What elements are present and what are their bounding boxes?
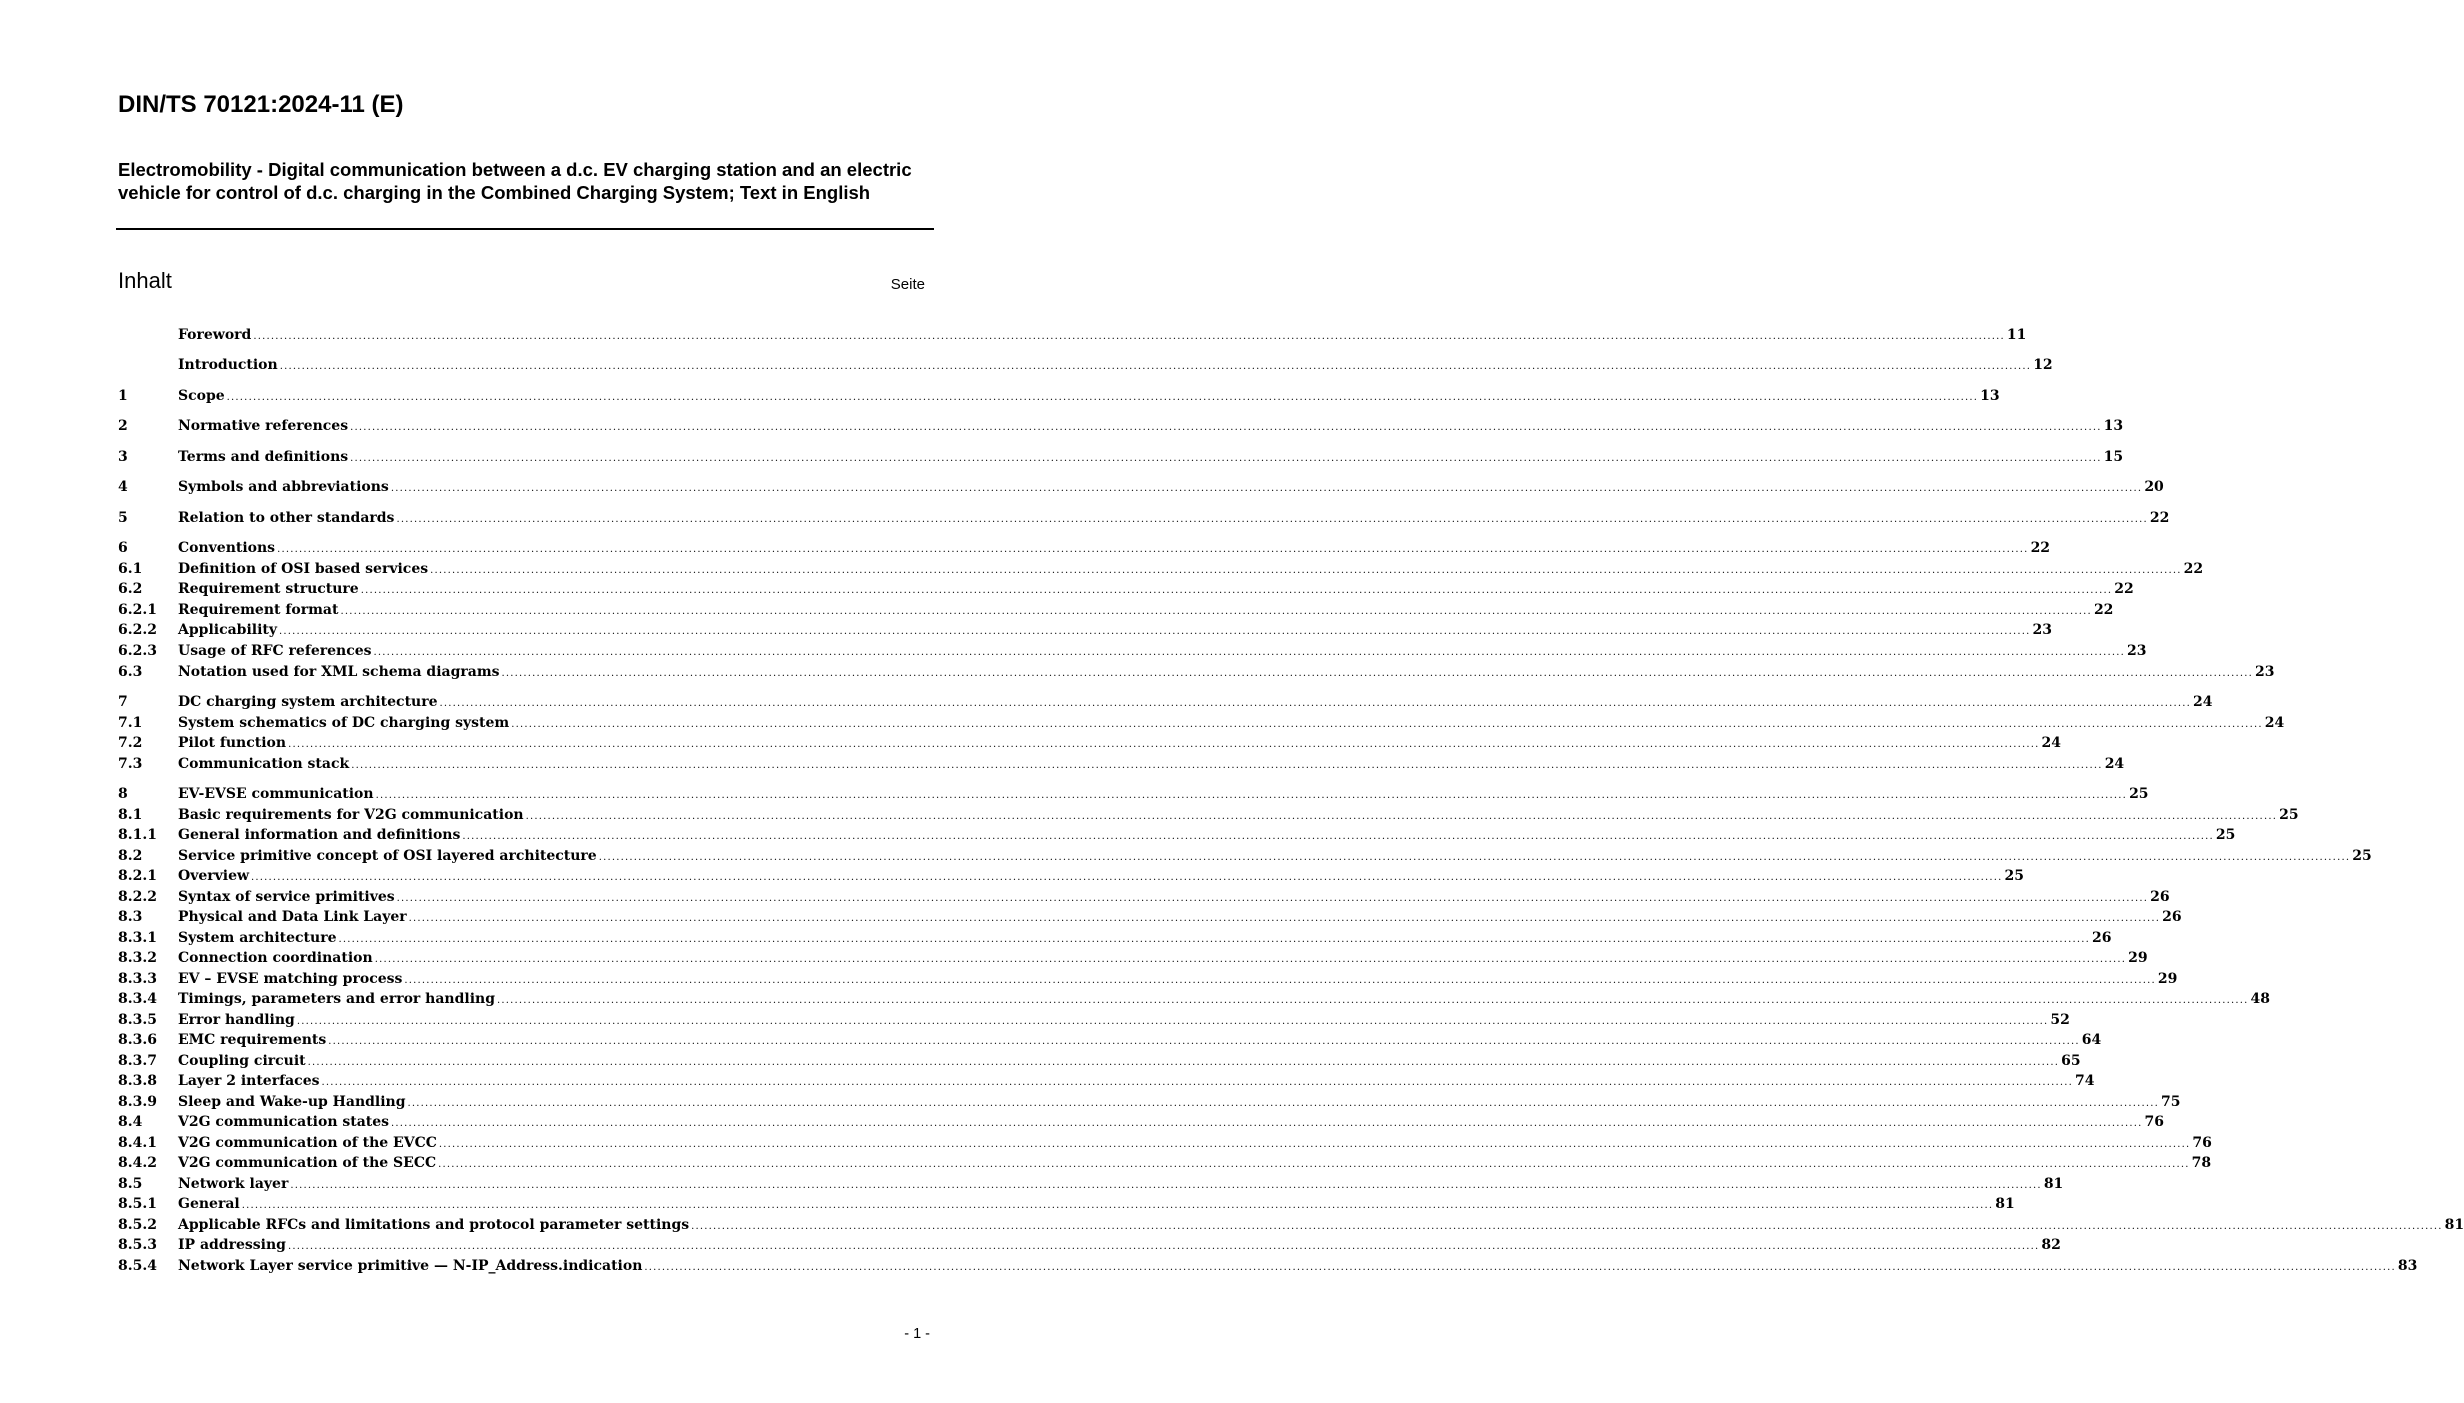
- toc-entry-number: 6.2.2: [118, 622, 157, 638]
- toc-dot-leader: ................................................................................................................................................................................................................................................................................................................................................................................................................: [279, 361, 2032, 372]
- toc-entry-title: Overview: [178, 868, 250, 884]
- toc-entry-number: 8.5.4: [118, 1258, 157, 1274]
- toc-dot-leader: ................................................................................................................................................................................................................................................................................................................................................................................................................: [391, 1118, 2143, 1129]
- toc-dot-leader: ................................................................................................................................................................................................................................................................................................................................................................................................................: [390, 483, 2143, 494]
- toc-entry-title: General: [178, 1196, 240, 1212]
- toc-entry-page: 23: [2032, 622, 2052, 638]
- toc-dot-leader: ................................................................................................................................................................................................................................................................................................................................................................................................................: [253, 331, 2005, 342]
- toc-entry-title: V2G communication states: [178, 1114, 390, 1130]
- toc-entry-number: 8.5: [118, 1176, 143, 1192]
- toc-entry-title: Terms and definitions: [178, 449, 349, 465]
- toc-entry-title: Error handling: [178, 1012, 295, 1028]
- toc-entry-number: 8.2.2: [118, 889, 157, 905]
- toc-entry-title: Layer 2 interfaces: [178, 1073, 320, 1089]
- toc-entry-number: 6.2.1: [118, 602, 157, 618]
- toc-entry-title: DC charging system architecture: [178, 694, 438, 710]
- toc-entry-page: 25: [2129, 786, 2149, 802]
- toc-dot-leader: ................................................................................................................................................................................................................................................................................................................................................................................................................: [374, 954, 2127, 965]
- toc-entry-page: 25: [2352, 848, 2372, 864]
- toc-dot-leader: ................................................................................................................................................................................................................................................................................................................................................................................................................: [287, 1241, 2040, 1252]
- toc-entry-number: 7.1: [118, 715, 143, 731]
- toc-entry-page: 22: [2149, 510, 2170, 526]
- toc-entry-number: 8.3.6: [118, 1032, 157, 1048]
- toc-dot-leader: ................................................................................................................................................................................................................................................................................................................................................................................................................: [350, 453, 2102, 464]
- toc-entry-page: 81: [2444, 1217, 2464, 1233]
- toc-entry-number: 6.2.3: [118, 643, 157, 659]
- toc-entry[interactable]: [118, 538, 2051, 558]
- document-id: DIN/TS 70121:2024-11 (E): [118, 91, 404, 118]
- toc-entry-number: 6: [118, 540, 128, 556]
- toc-entry-page: 48: [2250, 991, 2270, 1007]
- toc-entry[interactable]: [118, 1215, 2464, 1235]
- toc-entry-number: 8.3.9: [118, 1094, 157, 1110]
- toc-dot-leader: ................................................................................................................................................................................................................................................................................................................................................................................................................: [251, 872, 2003, 883]
- toc-entry-number: 8.3.8: [118, 1073, 157, 1089]
- toc-entry[interactable]: [118, 1112, 2165, 1132]
- toc-dot-leader: ................................................................................................................................................................................................................................................................................................................................................................................................................: [404, 975, 2156, 986]
- toc-entry-title: Requirement structure: [178, 581, 359, 597]
- document-title: Electromobility - Digital communication between a d.c. EV charging station and an electric vehicle for control of d.c. charging in the Combined Charging System; Text in English: [118, 159, 912, 203]
- toc-dot-leader: ................................................................................................................................................................................................................................................................................................................................................................................................................: [241, 1200, 1994, 1211]
- toc-entry[interactable]: [118, 825, 2236, 845]
- toc-dot-leader: ................................................................................................................................................................................................................................................................................................................................................................................................................: [340, 606, 2092, 617]
- toc-entry-number: 8: [118, 786, 128, 802]
- toc-entry-title: EMC requirements: [178, 1032, 327, 1048]
- toc-entry-title: Definition of OSI based services: [178, 561, 429, 577]
- toc-entry[interactable]: [118, 948, 2148, 968]
- toc-entry-title: Syntax of service primitives: [178, 889, 395, 905]
- toc-entry-page: 74: [2074, 1073, 2095, 1089]
- toc-dot-leader: ................................................................................................................................................................................................................................................................................................................................................................................................................: [351, 760, 2103, 771]
- toc-entry-number: 8.5.3: [118, 1237, 157, 1253]
- toc-entry-number: 1: [118, 388, 128, 404]
- toc-entry-page: 12: [2033, 357, 2053, 373]
- toc-entry-page: 13: [1980, 388, 2000, 404]
- toc-entry-title: Applicable RFCs and limitations and protocol parameter settings: [178, 1217, 690, 1233]
- toc-entry-page: 15: [2103, 449, 2124, 465]
- toc-entry[interactable]: [118, 620, 2052, 640]
- toc-entry[interactable]: [118, 887, 2170, 907]
- toc-dot-leader: ................................................................................................................................................................................................................................................................................................................................................................................................................: [691, 1221, 2443, 1232]
- toc-entry-title: System architecture: [178, 930, 337, 946]
- toc-entry-number: 8.1: [118, 807, 143, 823]
- toc-entry-title: Sleep and Wake-up Handling: [178, 1094, 406, 1110]
- toc-entry-title: Timings, parameters and error handling: [178, 991, 495, 1007]
- toc-entry-title: Network layer: [178, 1176, 289, 1192]
- toc-entry-title: Requirement format: [178, 602, 339, 618]
- toc-entry[interactable]: [118, 805, 2299, 825]
- toc-entry[interactable]: [118, 579, 2134, 599]
- toc-entry[interactable]: [118, 754, 2125, 774]
- toc-entry-page: 25: [2279, 807, 2299, 823]
- toc-dot-leader: ................................................................................................................................................................................................................................................................................................................................................................................................................: [644, 1262, 2396, 1273]
- toc-dot-leader: ................................................................................................................................................................................................................................................................................................................................................................................................................: [350, 422, 2102, 433]
- toc-entry[interactable]: [118, 662, 2275, 682]
- toc-entry-page: 24: [2104, 756, 2125, 772]
- toc-entry-number: 6.2: [118, 581, 143, 597]
- toc-entry[interactable]: [118, 928, 2112, 948]
- toc-heading: Inhalt: [118, 268, 172, 293]
- toc-entry-page: 26: [2091, 930, 2112, 946]
- toc-entry-title: Relation to other standards: [178, 510, 395, 526]
- toc-dot-leader: ................................................................................................................................................................................................................................................................................................................................................................................................................: [396, 893, 2149, 904]
- toc-entry[interactable]: [118, 1194, 2015, 1214]
- toc-entry[interactable]: [118, 692, 2213, 712]
- toc-entry-page: 82: [2041, 1237, 2061, 1253]
- toc-entry-number: 8.2: [118, 848, 143, 864]
- toc-entry-title: Connection coordination: [178, 950, 373, 966]
- toc-entry[interactable]: [118, 386, 2000, 406]
- toc-entry-title: V2G communication of the SECC: [178, 1155, 437, 1171]
- toc-entry-page: 76: [2144, 1114, 2165, 1130]
- toc-entry-number: 8.3.2: [118, 950, 157, 966]
- toc-entry-title: System schematics of DC charging system: [178, 715, 510, 731]
- toc-entry-number: 8.3.3: [118, 971, 157, 987]
- toc-dot-leader: ................................................................................................................................................................................................................................................................................................................................................................................................................: [430, 565, 2182, 576]
- toc-entry[interactable]: [118, 1010, 2070, 1030]
- toc-entry[interactable]: [118, 1256, 2418, 1276]
- toc-entry-title: Scope: [178, 388, 225, 404]
- toc-dot-leader: ................................................................................................................................................................................................................................................................................................................................................................................................................: [296, 1016, 2049, 1027]
- toc-entry-number: 8.4: [118, 1114, 143, 1130]
- toc-dot-leader: ................................................................................................................................................................................................................................................................................................................................................................................................................: [407, 1098, 2160, 1109]
- toc-entry[interactable]: [118, 1092, 2181, 1112]
- toc-entry[interactable]: [118, 1153, 2212, 1173]
- toc-dot-leader: ................................................................................................................................................................................................................................................................................................................................................................................................................: [501, 668, 2254, 679]
- toc-entry-title: EV-EVSE communication: [178, 786, 374, 802]
- toc-dot-leader: ................................................................................................................................................................................................................................................................................................................................................................................................................: [328, 1036, 2080, 1047]
- toc-dot-leader: ................................................................................................................................................................................................................................................................................................................................................................................................................: [279, 626, 2031, 637]
- toc-entry-number: 8.5.1: [118, 1196, 157, 1212]
- title-divider: [116, 228, 934, 230]
- toc-entry-page: 22: [2030, 540, 2051, 556]
- toc-entry-page: 64: [2081, 1032, 2102, 1048]
- toc-entry-title: Conventions: [178, 540, 276, 556]
- toc-entry-page: 29: [2128, 950, 2148, 966]
- toc-entry-page: 81: [1995, 1196, 2015, 1212]
- toc-entry[interactable]: [118, 447, 2124, 467]
- toc-entry-title: IP addressing: [178, 1237, 286, 1253]
- toc-entry-number: 8.2.1: [118, 868, 157, 884]
- toc-entry-page: 24: [2193, 694, 2213, 710]
- toc-entry[interactable]: [118, 784, 2149, 804]
- toc-entry-page: 26: [2150, 889, 2170, 905]
- toc-dot-leader: ................................................................................................................................................................................................................................................................................................................................................................................................................: [321, 1077, 2073, 1088]
- toc-entry-number: 8.3.1: [118, 930, 157, 946]
- toc-dot-leader: ................................................................................................................................................................................................................................................................................................................................................................................................................: [408, 913, 2161, 924]
- toc-entry-title: Pilot function: [178, 735, 287, 751]
- toc-entry-page: 26: [2162, 909, 2182, 925]
- toc-entry-number: 8.1.1: [118, 827, 157, 843]
- toc-entry-title: Symbols and abbreviations: [178, 479, 389, 495]
- toc-entry-title: Basic requirements for V2G communication: [178, 807, 524, 823]
- toc-dot-leader: ................................................................................................................................................................................................................................................................................................................................................................................................................: [375, 790, 2128, 801]
- toc-dot-leader: ................................................................................................................................................................................................................................................................................................................................................................................................................: [438, 1159, 2190, 1170]
- toc-dot-leader: ................................................................................................................................................................................................................................................................................................................................................................................................................: [439, 698, 2191, 709]
- toc-entry-page: 78: [2191, 1155, 2212, 1171]
- toc-entry-title: Applicability: [178, 622, 278, 638]
- toc-entry-title: Normative references: [178, 418, 349, 434]
- toc-entry-page: 11: [2006, 327, 2027, 343]
- toc-entry-title: Introduction: [178, 357, 278, 373]
- toc-entry[interactable]: [118, 1071, 2095, 1091]
- toc-entry-page: 75: [2161, 1094, 2181, 1110]
- page-column-label: Seite: [890, 276, 925, 293]
- toc-entry-page: 20: [2144, 479, 2164, 495]
- toc-dot-leader: ................................................................................................................................................................................................................................................................................................................................................................................................................: [598, 852, 2351, 863]
- toc-dot-leader: ................................................................................................................................................................................................................................................................................................................................................................................................................: [496, 995, 2249, 1006]
- toc-entry-number: 8.3.5: [118, 1012, 157, 1028]
- toc-entry-page: 76: [2192, 1135, 2212, 1151]
- toc-dot-leader: ................................................................................................................................................................................................................................................................................................................................................................................................................: [288, 739, 2040, 750]
- toc-dot-leader: ................................................................................................................................................................................................................................................................................................................................................................................................................: [338, 934, 2090, 945]
- toc-entry-page: 52: [2050, 1012, 2070, 1028]
- toc-entry-page: 22: [2093, 602, 2114, 618]
- toc-entry-page: 65: [2061, 1053, 2081, 1069]
- toc-entry-number: 7.3: [118, 756, 143, 772]
- toc-entry[interactable]: [118, 969, 2178, 989]
- toc-entry-title: Network Layer service primitive — N-IP_Address.indication: [178, 1258, 643, 1274]
- toc-entry-number: 6.3: [118, 664, 143, 680]
- toc-entry-page: 81: [2043, 1176, 2064, 1192]
- toc-entry-page: 24: [2264, 715, 2285, 731]
- page-number: - 1 -: [904, 1326, 930, 1342]
- toc-entry-title: General information and definitions: [178, 827, 461, 843]
- toc-entry-number: 8.5.2: [118, 1217, 157, 1233]
- toc-entry-page: 22: [2183, 561, 2204, 577]
- toc-entry[interactable]: [118, 1030, 2102, 1050]
- toc-entry-page: 23: [2255, 664, 2275, 680]
- toc-entry[interactable]: [118, 416, 2124, 436]
- toc-entry[interactable]: [118, 1051, 2081, 1071]
- toc-entry-number: 5: [118, 510, 128, 526]
- toc-entry-title: Usage of RFC references: [178, 643, 372, 659]
- toc-entry[interactable]: [118, 733, 2062, 753]
- toc-entry-number: 8.3.4: [118, 991, 157, 1007]
- toc-dot-leader: ................................................................................................................................................................................................................................................................................................................................................................................................................: [396, 514, 2148, 525]
- toc-entry[interactable]: [118, 1235, 2061, 1255]
- toc-entry-number: 7: [118, 694, 128, 710]
- toc-entry-title: Notation used for XML schema diagrams: [178, 664, 500, 680]
- toc-entry-number: 3: [118, 449, 128, 465]
- toc-dot-leader: ................................................................................................................................................................................................................................................................................................................................................................................................................: [373, 647, 2126, 658]
- toc-entry-title: V2G communication of the EVCC: [178, 1135, 437, 1151]
- toc-entry-title: Communication stack: [178, 756, 350, 772]
- toc-entry[interactable]: [118, 713, 2285, 733]
- toc-entry[interactable]: [118, 1174, 2064, 1194]
- toc-dot-leader: ................................................................................................................................................................................................................................................................................................................................................................................................................: [360, 585, 2113, 596]
- toc-entry-number: 6.1: [118, 561, 143, 577]
- toc-entry[interactable]: [118, 325, 2027, 345]
- toc-entry-number: 8.3: [118, 909, 143, 925]
- toc-dot-leader: ................................................................................................................................................................................................................................................................................................................................................................................................................: [277, 544, 2029, 555]
- toc-entry[interactable]: [118, 1133, 2212, 1153]
- toc-dot-leader: ................................................................................................................................................................................................................................................................................................................................................................................................................: [438, 1139, 2191, 1150]
- toc-dot-leader: ................................................................................................................................................................................................................................................................................................................................................................................................................: [511, 719, 2263, 730]
- toc-entry[interactable]: [118, 641, 2147, 661]
- toc-dot-leader: ................................................................................................................................................................................................................................................................................................................................................................................................................: [525, 811, 2278, 822]
- toc-entry-page: 25: [2004, 868, 2024, 884]
- toc-entry-page: 25: [2215, 827, 2236, 843]
- toc-entry-page: 24: [2041, 735, 2062, 751]
- toc-entry[interactable]: [118, 477, 2164, 497]
- toc-entry-number: 7.2: [118, 735, 143, 751]
- toc-entry[interactable]: [118, 846, 2372, 866]
- toc-dot-leader: ................................................................................................................................................................................................................................................................................................................................................................................................................: [462, 831, 2214, 842]
- toc-entry[interactable]: [118, 866, 2024, 886]
- toc-entry-page: 22: [2114, 581, 2134, 597]
- toc-entry-page: 83: [2397, 1258, 2418, 1274]
- toc-entry[interactable]: [118, 600, 2114, 620]
- toc-entry-page: 23: [2127, 643, 2147, 659]
- toc-entry-page: 29: [2157, 971, 2178, 987]
- toc-entry-title: Foreword: [178, 327, 252, 343]
- toc-entry-title: Physical and Data Link Layer: [178, 909, 407, 925]
- toc-entry-number: 8.4.1: [118, 1135, 157, 1151]
- toc-entry-number: 8.3.7: [118, 1053, 157, 1069]
- toc-dot-leader: ................................................................................................................................................................................................................................................................................................................................................................................................................: [290, 1180, 2042, 1191]
- toc-dot-leader: ................................................................................................................................................................................................................................................................................................................................................................................................................: [307, 1057, 2060, 1068]
- toc-entry-number: 4: [118, 479, 128, 495]
- toc-entry-page: 13: [2103, 418, 2124, 434]
- toc-entry[interactable]: [118, 508, 2170, 528]
- toc-entry[interactable]: [118, 559, 2204, 579]
- toc-entry[interactable]: [118, 989, 2270, 1009]
- toc-entry[interactable]: [118, 355, 2053, 375]
- toc-dot-leader: ................................................................................................................................................................................................................................................................................................................................................................................................................: [226, 392, 1979, 403]
- toc-entry-title: EV – EVSE matching process: [178, 971, 403, 987]
- toc-entry-number: 2: [118, 418, 128, 434]
- toc-entry-title: Service primitive concept of OSI layered architecture: [178, 848, 597, 864]
- toc-entry[interactable]: [118, 907, 2182, 927]
- toc-entry-title: Coupling circuit: [178, 1053, 306, 1069]
- toc-entry-number: 8.4.2: [118, 1155, 157, 1171]
